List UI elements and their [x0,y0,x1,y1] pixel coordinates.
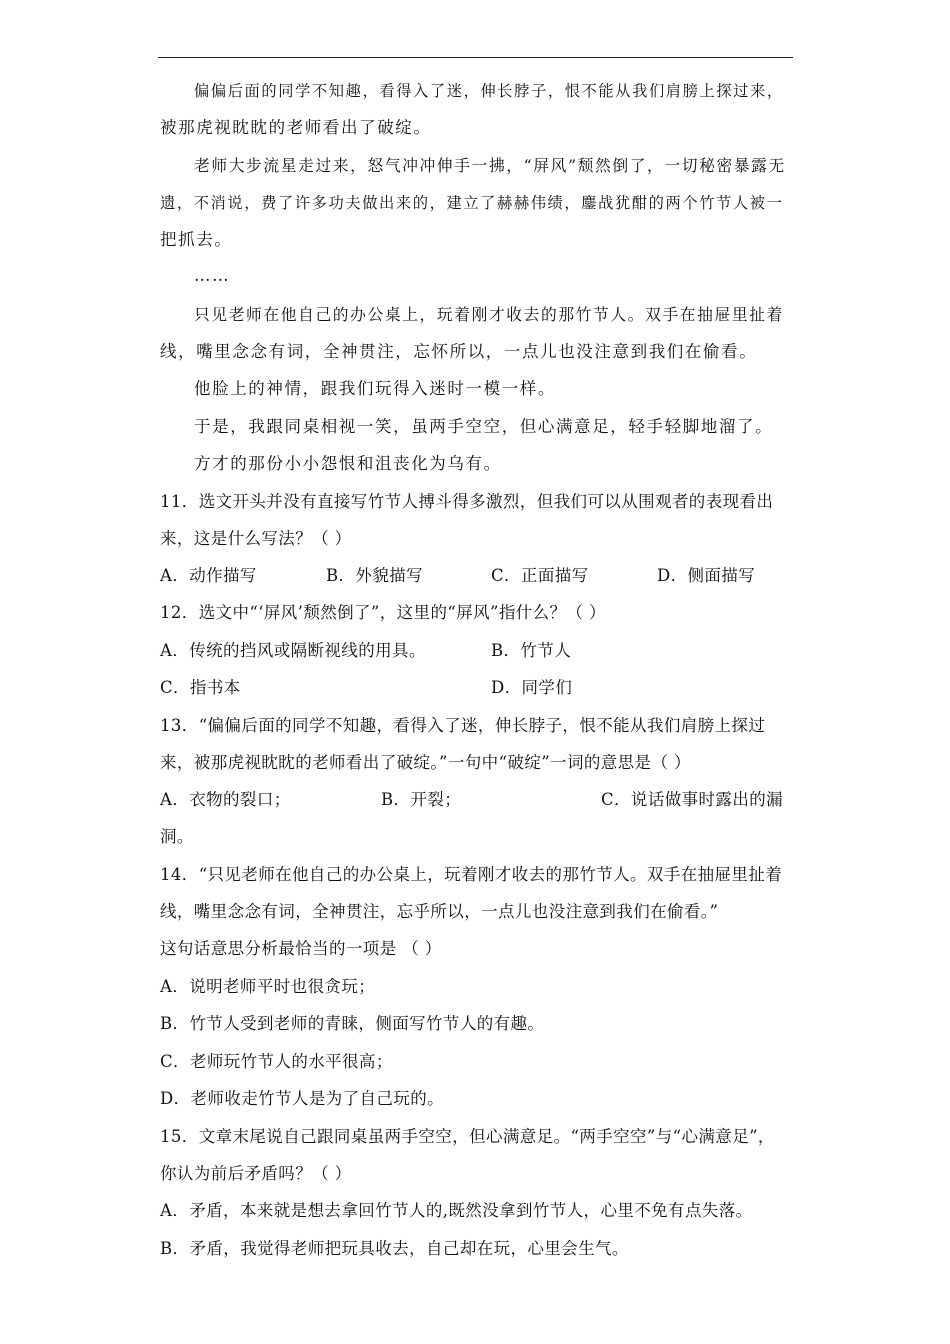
passage-p2-line2: 遗，不消说，费了许多功夫做出来的，建立了赫赫伟绩，鏖战犹酣的两个竹节人被一 [160,194,784,212]
q11-stem-line2: 来，这是什么写法？（ ） [160,529,352,548]
passage-p1-line1: 偏偏后面的同学不知趣，看得入了迷，伸长脖子，恨不能从我们肩膀上探过来， [194,82,784,100]
passage-p6: 方才的那份小小怨恨和沮丧化为乌有。 [194,454,502,473]
passage-p3-line2: 线，嘴里念念有词，全神贯注，忘怀所以，一点儿也没注意到我们在偷看。 [160,342,758,361]
q15-stem-line2: 你认为前后矛盾吗？（ ） [160,1164,352,1183]
q14-stem-line3: 这句话意思分析最恰当的一项是 （ ） [160,939,442,958]
passage-p5: 于是，我跟同桌相视一笑，虽两手空空，但心满意足，轻手轻脚地溜了。 [194,417,774,436]
q13-option-c[interactable]: C．说话做事时露出的漏 [601,790,784,809]
q13-stem-line1: 13．“偏偏后面的同学不知趣，看得入了迷，伸长脖子，恨不能从我们肩膀上探过 [160,716,766,735]
q14-stem-line2: 线，嘴里念念有词，全神贯注，忘乎所以，一点儿也没注意到我们在偷看。” [160,902,719,921]
passage-p4: 他脸上的神情，跟我们玩得入迷时一模一样。 [194,379,556,398]
passage-p2-line1: 老师大步流星走过来，怒气冲冲伸手一拂，“屏风”颓然倒了，一切秘密暴露无 [194,156,786,175]
passage-p2-line3: 把抓去。 [160,230,233,249]
q13-stem-line2: 来，被那虎视眈眈的老师看出了破绽。”一句中“破绽”一词的意思是（ ） [160,753,691,772]
q12-option-c[interactable]: C．指书本 [160,678,241,697]
q15-option-a[interactable]: A．矛盾，本来就是想去拿回竹节人的,既然没拿到竹节人，心里不免有点失落。 [160,1201,753,1220]
q14-option-a[interactable]: A．说明老师平时也很贪玩； [160,977,376,996]
q15-stem-line1: 15．文章末尾说自己跟同桌虽两手空空，但心满意足。“两手空空”与“心满意足”， [160,1127,775,1146]
q15-option-b[interactable]: B．矛盾，我觉得老师把玩具收去，自己却在玩，心里会生气。 [160,1239,629,1258]
q12-option-d[interactable]: D．同学们 [491,678,573,697]
q13-option-b[interactable]: B．开裂； [381,790,462,809]
q11-option-b[interactable]: B．外貌描写 [326,566,424,585]
passage-p3-line1: 只见老师在他自己的办公桌上，玩着刚才收去的那竹节人。双手在抽屉里扯着 [194,305,784,324]
q11-option-d[interactable]: D．侧面描写 [657,566,756,585]
q14-option-c[interactable]: C．老师玩竹节人的水平很高； [160,1052,393,1071]
passage-ellipsis: …… [194,266,231,285]
q14-option-d[interactable]: D．老师收走竹节人是为了自己玩的。 [160,1089,445,1108]
passage-p1-line2: 被那虎视眈眈的老师看出了破绽。 [160,118,432,137]
q11-option-a[interactable]: A．动作描写 [160,566,257,585]
q13-option-c-continued: 洞。 [160,827,194,846]
header-rule [158,57,793,58]
q14-option-b[interactable]: B．竹节人受到老师的青睐，侧面写竹节人的有趣。 [160,1014,545,1033]
q12-stem: 12．选文中“‘屏风’颓然倒了”，这里的“屏风”指什么？（ ） [160,603,606,622]
q11-stem-line1: 11．选文开头并没有直接写竹节人搏斗得多激烈，但我们可以从围观者的表现看出 [160,492,774,511]
q11-option-c[interactable]: C．正面描写 [491,566,589,585]
q12-option-b[interactable]: B．竹节人 [491,641,572,660]
q12-option-a[interactable]: A．传统的挡风或隔断视线的用具。 [160,641,426,660]
q14-stem-line1: 14．“只见老师在他自己的办公桌上，玩着刚才收去的那竹节人。双手在抽屉里扯着 [160,865,783,884]
q13-option-a[interactable]: A．衣物的裂口； [160,790,291,809]
